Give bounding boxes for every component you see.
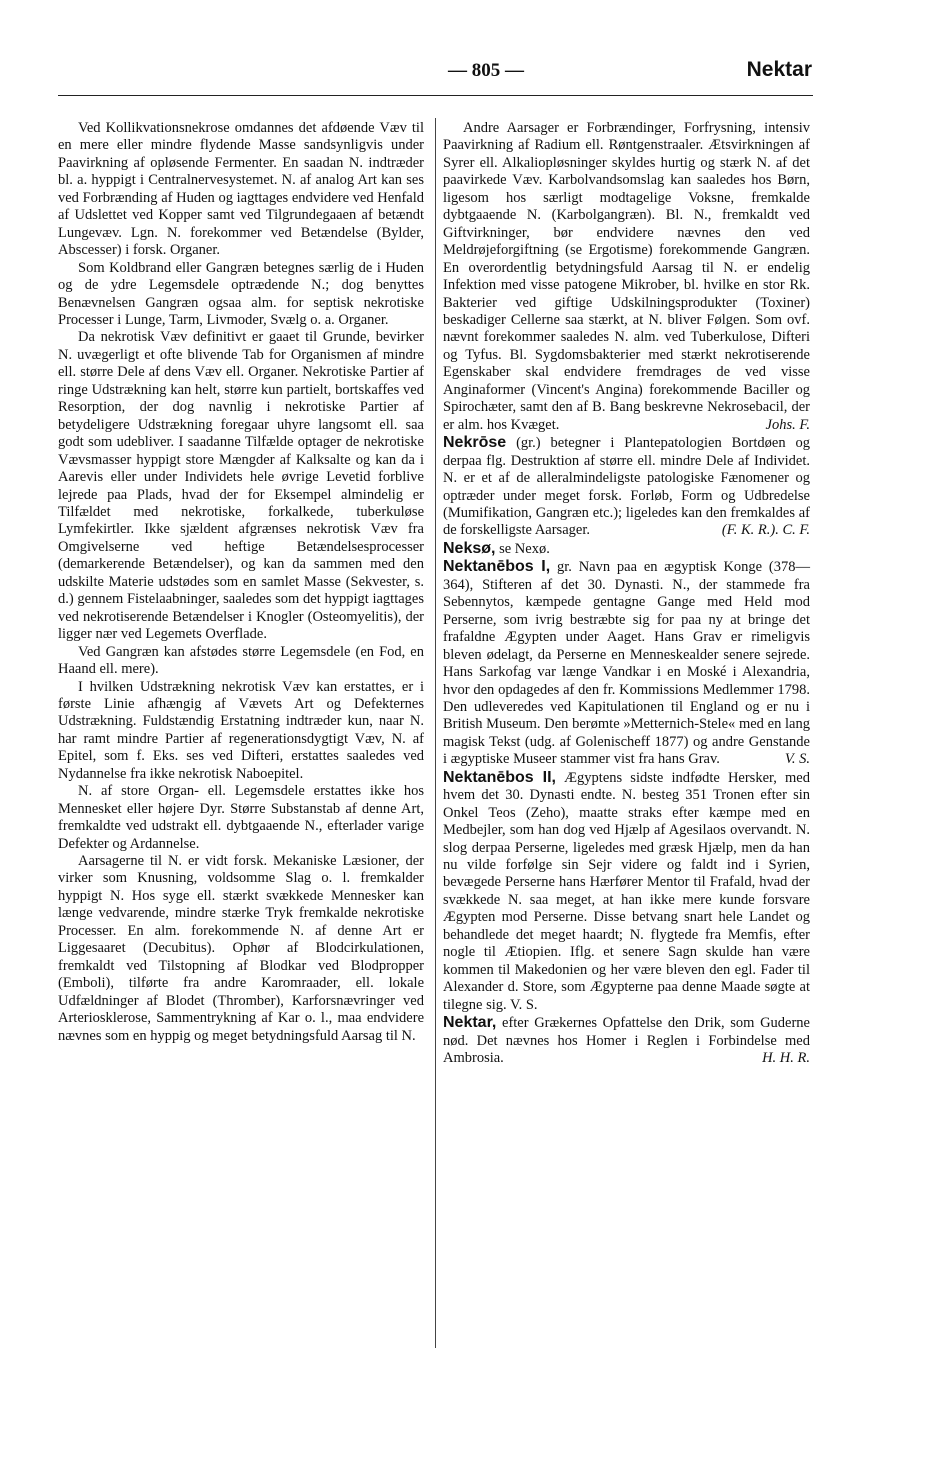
entry-nektanebos-i xyxy=(443,558,810,768)
entry-headword: Neksø, xyxy=(443,539,496,557)
entry-headword: Nekrōse xyxy=(443,434,507,452)
paragraph: Som Koldbrand eller Gangræn betegnes særlig de i Huden og de ydre Legemsdele optrædende N.; dog benyttes Benævnelsen Gangræn ogsaa alm. for septisk nekrotiske Processer i Lunge, Tarm, Livmoder, Svælg o. a. Organer. xyxy=(58,259,424,328)
entry-text: Ægyptens sidste indfødte Hersker, med hvem det 30. Dynasti endte. N. besteg 351 Tronen efter sin Onkel Teos (Zeho), maatte straks efter kæmpe med en Medbejler, som han dog ved Hjælp af Agesilaos overvandt. N. slog derpaa Perserne, ligeledes med græsk Hjælp, men da han nu vilde forfølge sin Sejr videre og faldt ind i Syrien, bevægede Perserne hans Hærfører Mentor til Frafald, hvad der svækkede N. saa meget, at han ikke mere kunde forsvare Ægypten mod Perserne. Disse betvang snart hele Landet og behandlede det meget haardt; N. flygtede fra Memfis, efter nogle til Ætiopien. Iflg. et senere Sagn skulde han være kommen til Makedonien og her være bleven den egl. Fader til Alexander d. Store, som Ægypterne paa denne Maade søgte at tilegne sig. V. S. xyxy=(443,769,810,1013)
entry-headword: Nektanēbos II, xyxy=(443,768,556,786)
header-rule xyxy=(58,95,813,96)
entry-nektanebos-ii xyxy=(443,769,810,1014)
paragraph: Aarsagerne til N. er vidt forsk. Mekaniske Læsioner, der virker som Knusning, voldsomme Slag o. l. fremkalder hyppigt N. Hos syge ell. stærkt svækkede Mennesker kan længe vedvarende, mindre stærke Tryk fremkalde nekrotiske Processer. En alm. forekommende N. af denne Art er Liggesaaret (Decubitus). Ophør af Blodcirkulationen, fremkaldt ved Tilstopning af Blodkar ved Blodpropper (Emboli), tilførte fra andre Karomraader, ell. lokale Udfældninger af Blodet (Thromber), Karforsnævringer ved Arteriosklerose, Sammentrykning af Kar o. l., maa endvidere nævnes som en hyppig og meget betydningsfuld Aarsag til N. xyxy=(58,853,424,1044)
page-number: — 805 — xyxy=(448,60,524,81)
left-column xyxy=(58,120,424,1045)
paragraph: I hvilken Udstrækning nekrotisk Væv kan erstattes, er i første Linie afhængig af Vævets Art og Defekternes Udstrækning. Fuldstændig Erstatning indtræder kun, naar N. har ramt mindre Partier af regenerationsdygtigt Væv, N. af Epitel, som f. Eks. ses ved Difteri, erstattes saaledes ved Nydannelse fra ikke nekrotisk Naboepitel. xyxy=(58,678,424,782)
running-title: Nektar xyxy=(746,58,812,81)
entry-text: (gr.) betegner i Plantepatologien Bortdøen og derpaa flg. Destruktion af større ell. mindre Dele af Individet. N. er et af de alleralmindeligste patologiske Fænomener og optræder under meget forsk. Forløb, Form og Udbredelse (Mumifikation, Gangræn etc.); ligeledes kan den fremkaldes af de forskelligste Aarsager. xyxy=(443,435,810,539)
right-column xyxy=(443,120,810,1067)
paragraph xyxy=(443,120,810,434)
signature: H. H. R. xyxy=(762,1050,810,1067)
entry-text: efter Grækernes Opfattelse den Drik, som Guderne nød. Det nævnes hos Homer i Reglen i Forbindelse med Ambrosia. xyxy=(443,1015,810,1067)
entry-text: se Nexø. xyxy=(499,540,550,557)
entry-nekrose xyxy=(443,434,810,540)
page-header xyxy=(58,58,812,88)
signature: Johs. F. xyxy=(765,416,810,433)
paragraph: Ved Kollikvationsnekrose omdannes det afdøende Væv til en mere eller mindre flydende Masse sandsynligvis under Paavirkning af opløsende Fermenter. En saadan N. indtræder bl. a. hyppigt i Centralnervesystemet. N. af analog Art kan ses ved Forbrænding af Huden og iagttages endvidere ved Henfald af Udslettet ved Kopper samt ved Tilgrundegaaen af betændt Lungevæv. Lgn. N. forekommer ved Betændelse (Bylder, Abscesser) i forsk. Organer. xyxy=(58,120,424,259)
signature: V. S. xyxy=(784,751,810,768)
paragraph: Da nekrotisk Væv definitivt er gaaet til Grunde, bevirker N. uvægerligt et ofte blivende Tab for Organismen af mindre ell. større Dele af dens Væv ell. Organer. Nekrotiske Partier af ringe Udstrækning kan helt, større kun partielt, bortskaffes ved Resorption, der dog navnlig i nekrotiske Partier af betydeligere Udstrækning foregaar uhyre langsomt ell. saa godt som udebliver. I saadanne Tilfælde optager de nekrotiske Vævsmasser hyppigt store Mængder af Kalksalte og kan da i Aarevis eller under Individets hele øvrige Levetid forblive lejrede paa Plads, hvad der for Eksempel almindelig er Tilfældet med nekrotiske, forkalkede, tuberkuløse Lymfekirtler. Ikke sjældent afgrænses nekrotisk Væv fra Omgivelserne ved heftige Betændelsesprocesser (demarkerende Betændelser), og kan da sammen med den udskilte Materie udstødes som en samlet Masse (Sekvester, s. d.) gennem Fistelaabninger, saaledes som det hyppigt iagttages ved nekrotiserende Betændelser i Knogler (Osteomyelitis), der ligger nær ved Legemets Overflade. xyxy=(58,329,424,643)
entry-nekso xyxy=(443,540,810,558)
paragraph-text: Andre Aarsager er Forbrændinger, Forfrysning, intensiv Paavirkning af Radium ell. Røntgenstraaler. Ætsvirkningen af Syrer ell. Alkaliopløsninger skyldes hurtig og stærk N. af det paavirkede Væv. Karbolvandsomslag kan saaledes hos Børn, ligesom hos særligt modtagelige Voksne, fremkalde dybtgaaende N. (Karbolgangræn). Bl. N., fremkaldt ved Giftvirkninger, bør endvidere nævnes den ved Meldrøjeforgiftning (se Ergotisme) forekommende Gangræn. En overordentlig betydningsfuld Aarsag til N. er endelig Infektion med visse patogene Mikrober, bl. hvilke en stor Rk. Bakterier ved giftige Udskilningsprodukter (Toxiner) beskadiger Cellerne saa stærkt, at N. bliver Følgen. Som ovf. nævnt forekommer saaledes N. alm. ved Tuberkulose, Difteri og Tyfus. Bl. Sygdomsbakterier med stærkt nekrotiserende Egenskaber skal endvidere fremdrages de ved visse Anginaformer (Vincent's Angina) forekommende Baciller og Spirochæter, samt den af B. Bang beskrevne Nekrosebacil, der er alm. hos Kvæget. xyxy=(443,120,810,433)
entry-headword: Nektanēbos I, xyxy=(443,558,551,576)
column-divider xyxy=(435,118,436,1348)
entry-text: gr. Navn paa en ægyptisk Konge (378—364), Stifteren af det 30. Dynasti. N., der stammede fra Sebennytos, kæmpede gentagne Gange med Held mod Perserne, som ivrig bestræbte sig for paa ny at bringe det frafaldne Ægypten under Aaget. Hans Grav er rimeligvis bleven ødelagt, da Perserne en Menneskealder senere sejrede. Hans Sarkofag var længe Vandkar i en Moské i Alexandria, hvor den opdagedes af den fr. Kommissions Medlemmer 1798. Den udleveredes ved Kapitulationen til England og er nu i British Museum. Den berømte »Metternich-Stele« med en lang magisk Tekst (udg. af Golenischeff 1877) og andre Genstande i ægyptiske Museer stammer vist fra hans Grav. xyxy=(443,559,810,768)
paragraph: Ved Gangræn kan afstødes større Legemsdele (en Fod, en Haand ell. mere). xyxy=(58,643,424,678)
signature: (F. K. R.). C. F. xyxy=(721,522,810,539)
entry-nektar xyxy=(443,1014,810,1067)
entry-headword: Nektar, xyxy=(443,1014,497,1032)
paragraph: N. af store Organ- ell. Legemsdele erstattes ikke hos Mennesket eller højere Dyr. Større Substanstab af denne Art, fremkaldte ved udstrakt ell. dybtgaaende N., efterlader varige Defekter og Ardannelse. xyxy=(58,783,424,852)
